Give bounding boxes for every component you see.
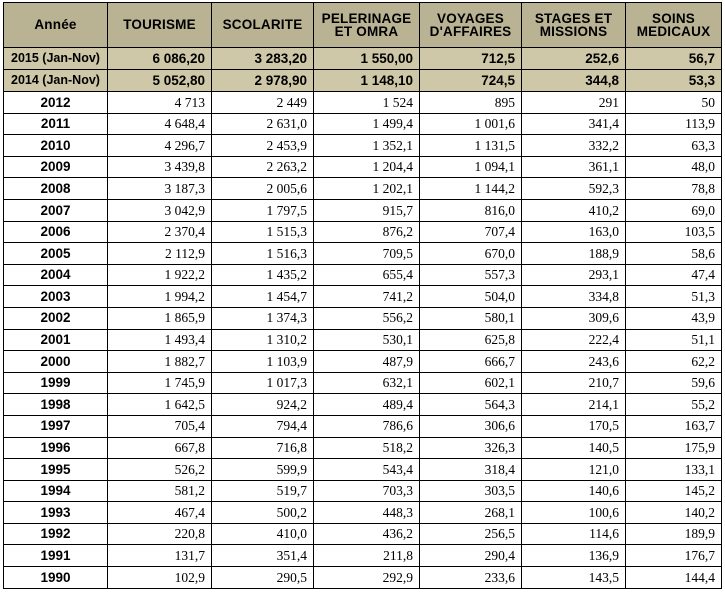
cell-year: 2005 (4, 243, 108, 265)
table-row (4, 502, 722, 524)
cell-stages: 114,6 (522, 523, 626, 545)
cell-stages: 143,5 (522, 567, 626, 589)
cell-tourisme: 102,9 (108, 567, 212, 589)
cell-voyages: 318,4 (420, 459, 522, 481)
cell-stages: 188,9 (522, 243, 626, 265)
cell-stages: 140,6 (522, 480, 626, 502)
cell-stages: 100,6 (522, 502, 626, 524)
cell-tourisme: 3 439,8 (108, 156, 212, 178)
cell-year: 2010 (4, 135, 108, 157)
cell-stages: 170,5 (522, 415, 626, 437)
cell-soins: 56,7 (626, 48, 722, 70)
cell-stages: 243,6 (522, 351, 626, 373)
cell-soins: 55,2 (626, 394, 722, 416)
table-row (4, 307, 722, 329)
cell-voyages: 504,0 (420, 286, 522, 308)
cell-year: 2001 (4, 329, 108, 351)
cell-soins: 51,1 (626, 329, 722, 351)
cell-stages: 361,1 (522, 156, 626, 178)
cell-voyages: 303,5 (420, 480, 522, 502)
table-row (4, 264, 722, 286)
cell-pelerinage: 489,4 (314, 394, 420, 416)
cell-year: 2004 (4, 264, 108, 286)
cell-pelerinage: 655,4 (314, 264, 420, 286)
cell-tourisme: 4 296,7 (108, 135, 212, 157)
cell-stages: 592,3 (522, 178, 626, 200)
cell-voyages: 602,1 (420, 372, 522, 394)
table-row (4, 113, 722, 135)
table-row (4, 48, 722, 70)
cell-pelerinage: 1 499,4 (314, 113, 420, 135)
cell-year: 1997 (4, 415, 108, 437)
table-row (4, 135, 722, 157)
cell-voyages: 306,6 (420, 415, 522, 437)
cell-voyages: 580,1 (420, 307, 522, 329)
cell-pelerinage: 487,9 (314, 351, 420, 373)
cell-year: 2002 (4, 307, 108, 329)
column-header-voyages: VOYAGES D'AFFAIRES (420, 3, 522, 48)
cell-voyages: 816,0 (420, 199, 522, 221)
table-row (4, 480, 722, 502)
cell-tourisme: 1 994,2 (108, 286, 212, 308)
cell-voyages: 268,1 (420, 502, 522, 524)
cell-stages: 163,0 (522, 221, 626, 243)
cell-year: 2009 (4, 156, 108, 178)
cell-scolarite: 500,2 (212, 502, 314, 524)
cell-soins: 140,2 (626, 502, 722, 524)
cell-scolarite: 794,4 (212, 415, 314, 437)
cell-year: 1991 (4, 545, 108, 567)
cell-pelerinage: 709,5 (314, 243, 420, 265)
table-row (4, 459, 722, 481)
cell-year: 2015 (Jan-Nov) (4, 48, 108, 70)
table-row (4, 523, 722, 545)
cell-soins: 144,4 (626, 567, 722, 589)
cell-pelerinage: 211,8 (314, 545, 420, 567)
cell-scolarite: 1 515,3 (212, 221, 314, 243)
cell-tourisme: 667,8 (108, 437, 212, 459)
column-header-stages: STAGES ET MISSIONS (522, 3, 626, 48)
statistics-table (3, 2, 722, 589)
cell-pelerinage: 1 524 (314, 92, 420, 114)
cell-stages: 344,8 (522, 70, 626, 92)
cell-tourisme: 3 042,9 (108, 199, 212, 221)
cell-scolarite: 2 449 (212, 92, 314, 114)
table-row (4, 286, 722, 308)
cell-scolarite: 1 797,5 (212, 199, 314, 221)
cell-stages: 293,1 (522, 264, 626, 286)
table-header-row (4, 3, 722, 48)
column-header-soins: SOINS MEDICAUX (626, 3, 722, 48)
cell-pelerinage: 436,2 (314, 523, 420, 545)
table-row (4, 351, 722, 373)
table-row (4, 545, 722, 567)
cell-tourisme: 1 922,2 (108, 264, 212, 286)
cell-pelerinage: 543,4 (314, 459, 420, 481)
cell-tourisme: 1 493,4 (108, 329, 212, 351)
cell-year: 2003 (4, 286, 108, 308)
cell-scolarite: 1 516,3 (212, 243, 314, 265)
cell-stages: 140,5 (522, 437, 626, 459)
cell-stages: 121,0 (522, 459, 626, 481)
cell-tourisme: 4 648,4 (108, 113, 212, 135)
cell-year: 1994 (4, 480, 108, 502)
cell-soins: 47,4 (626, 264, 722, 286)
cell-tourisme: 3 187,3 (108, 178, 212, 200)
cell-soins: 43,9 (626, 307, 722, 329)
cell-pelerinage: 556,2 (314, 307, 420, 329)
cell-stages: 410,2 (522, 199, 626, 221)
table-row (4, 567, 722, 589)
cell-soins: 50 (626, 92, 722, 114)
table-row (4, 415, 722, 437)
cell-tourisme: 2 370,4 (108, 221, 212, 243)
cell-pelerinage: 703,3 (314, 480, 420, 502)
cell-soins: 145,2 (626, 480, 722, 502)
cell-scolarite: 716,8 (212, 437, 314, 459)
cell-voyages: 326,3 (420, 437, 522, 459)
cell-voyages: 290,4 (420, 545, 522, 567)
table-row (4, 156, 722, 178)
cell-pelerinage: 786,6 (314, 415, 420, 437)
cell-scolarite: 2 631,0 (212, 113, 314, 135)
cell-tourisme: 1 745,9 (108, 372, 212, 394)
cell-pelerinage: 292,9 (314, 567, 420, 589)
table-row (4, 70, 722, 92)
cell-scolarite: 2 453,9 (212, 135, 314, 157)
cell-year: 2012 (4, 92, 108, 114)
cell-pelerinage: 530,1 (314, 329, 420, 351)
cell-stages: 222,4 (522, 329, 626, 351)
cell-year: 2008 (4, 178, 108, 200)
cell-soins: 58,6 (626, 243, 722, 265)
cell-year: 1992 (4, 523, 108, 545)
cell-stages: 291 (522, 92, 626, 114)
cell-stages: 210,7 (522, 372, 626, 394)
cell-tourisme: 1 865,9 (108, 307, 212, 329)
cell-soins: 69,0 (626, 199, 722, 221)
cell-year: 1998 (4, 394, 108, 416)
cell-scolarite: 1 017,3 (212, 372, 314, 394)
cell-scolarite: 2 978,90 (212, 70, 314, 92)
cell-pelerinage: 741,2 (314, 286, 420, 308)
cell-scolarite: 351,4 (212, 545, 314, 567)
cell-pelerinage: 1 352,1 (314, 135, 420, 157)
cell-voyages: 1 094,1 (420, 156, 522, 178)
cell-soins: 62,2 (626, 351, 722, 373)
cell-soins: 133,1 (626, 459, 722, 481)
cell-soins: 163,7 (626, 415, 722, 437)
cell-scolarite: 410,0 (212, 523, 314, 545)
cell-year: 2006 (4, 221, 108, 243)
cell-stages: 332,2 (522, 135, 626, 157)
cell-scolarite: 519,7 (212, 480, 314, 502)
cell-tourisme: 5 052,80 (108, 70, 212, 92)
table-body (4, 48, 722, 589)
cell-soins: 63,3 (626, 135, 722, 157)
cell-year: 2014 (Jan-Nov) (4, 70, 108, 92)
cell-pelerinage: 1 550,00 (314, 48, 420, 70)
cell-year: 1990 (4, 567, 108, 589)
table-row (4, 178, 722, 200)
cell-year: 2007 (4, 199, 108, 221)
cell-scolarite: 924,2 (212, 394, 314, 416)
cell-soins: 59,6 (626, 372, 722, 394)
column-header-tourisme: TOURISME (108, 3, 212, 48)
cell-voyages: 564,3 (420, 394, 522, 416)
cell-scolarite: 1 435,2 (212, 264, 314, 286)
cell-stages: 214,1 (522, 394, 626, 416)
cell-tourisme: 1 882,7 (108, 351, 212, 373)
cell-pelerinage: 518,2 (314, 437, 420, 459)
cell-scolarite: 2 263,2 (212, 156, 314, 178)
cell-voyages: 256,5 (420, 523, 522, 545)
cell-year: 2000 (4, 351, 108, 373)
cell-year: 1995 (4, 459, 108, 481)
cell-voyages: 233,6 (420, 567, 522, 589)
cell-pelerinage: 915,7 (314, 199, 420, 221)
cell-scolarite: 1 103,9 (212, 351, 314, 373)
column-header-scolarite: SCOLARITE (212, 3, 314, 48)
cell-tourisme: 220,8 (108, 523, 212, 545)
cell-pelerinage: 632,1 (314, 372, 420, 394)
cell-voyages: 1 131,5 (420, 135, 522, 157)
cell-scolarite: 1 454,7 (212, 286, 314, 308)
column-header-pelerinage: PELERINAGE ET OMRA (314, 3, 420, 48)
table-row (4, 372, 722, 394)
cell-voyages: 625,8 (420, 329, 522, 351)
cell-tourisme: 131,7 (108, 545, 212, 567)
cell-scolarite: 3 283,20 (212, 48, 314, 70)
cell-voyages: 1 144,2 (420, 178, 522, 200)
column-header-annee: Année (4, 3, 108, 48)
table-header (4, 3, 722, 48)
cell-soins: 48,0 (626, 156, 722, 178)
cell-pelerinage: 1 148,10 (314, 70, 420, 92)
cell-soins: 189,9 (626, 523, 722, 545)
cell-scolarite: 290,5 (212, 567, 314, 589)
cell-soins: 78,8 (626, 178, 722, 200)
cell-stages: 309,6 (522, 307, 626, 329)
cell-pelerinage: 876,2 (314, 221, 420, 243)
cell-voyages: 712,5 (420, 48, 522, 70)
cell-scolarite: 1 310,2 (212, 329, 314, 351)
cell-voyages: 1 001,6 (420, 113, 522, 135)
cell-tourisme: 581,2 (108, 480, 212, 502)
cell-voyages: 670,0 (420, 243, 522, 265)
cell-pelerinage: 1 204,4 (314, 156, 420, 178)
cell-year: 2011 (4, 113, 108, 135)
cell-soins: 113,9 (626, 113, 722, 135)
cell-soins: 103,5 (626, 221, 722, 243)
cell-scolarite: 1 374,3 (212, 307, 314, 329)
table-row (4, 221, 722, 243)
table-row (4, 243, 722, 265)
cell-stages: 252,6 (522, 48, 626, 70)
cell-voyages: 895 (420, 92, 522, 114)
cell-pelerinage: 1 202,1 (314, 178, 420, 200)
table-row (4, 329, 722, 351)
table-row (4, 394, 722, 416)
cell-voyages: 724,5 (420, 70, 522, 92)
cell-soins: 51,3 (626, 286, 722, 308)
cell-year: 1993 (4, 502, 108, 524)
cell-stages: 334,8 (522, 286, 626, 308)
cell-tourisme: 467,4 (108, 502, 212, 524)
cell-year: 1996 (4, 437, 108, 459)
cell-voyages: 557,3 (420, 264, 522, 286)
cell-stages: 341,4 (522, 113, 626, 135)
cell-tourisme: 1 642,5 (108, 394, 212, 416)
table-row (4, 92, 722, 114)
cell-voyages: 666,7 (420, 351, 522, 373)
cell-tourisme: 2 112,9 (108, 243, 212, 265)
table-row (4, 437, 722, 459)
cell-year: 1999 (4, 372, 108, 394)
table-row (4, 199, 722, 221)
cell-voyages: 707,4 (420, 221, 522, 243)
cell-tourisme: 4 713 (108, 92, 212, 114)
cell-tourisme: 526,2 (108, 459, 212, 481)
cell-soins: 175,9 (626, 437, 722, 459)
cell-soins: 176,7 (626, 545, 722, 567)
cell-soins: 53,3 (626, 70, 722, 92)
cell-pelerinage: 448,3 (314, 502, 420, 524)
cell-scolarite: 2 005,6 (212, 178, 314, 200)
cell-tourisme: 6 086,20 (108, 48, 212, 70)
cell-stages: 136,9 (522, 545, 626, 567)
cell-scolarite: 599,9 (212, 459, 314, 481)
cell-tourisme: 705,4 (108, 415, 212, 437)
